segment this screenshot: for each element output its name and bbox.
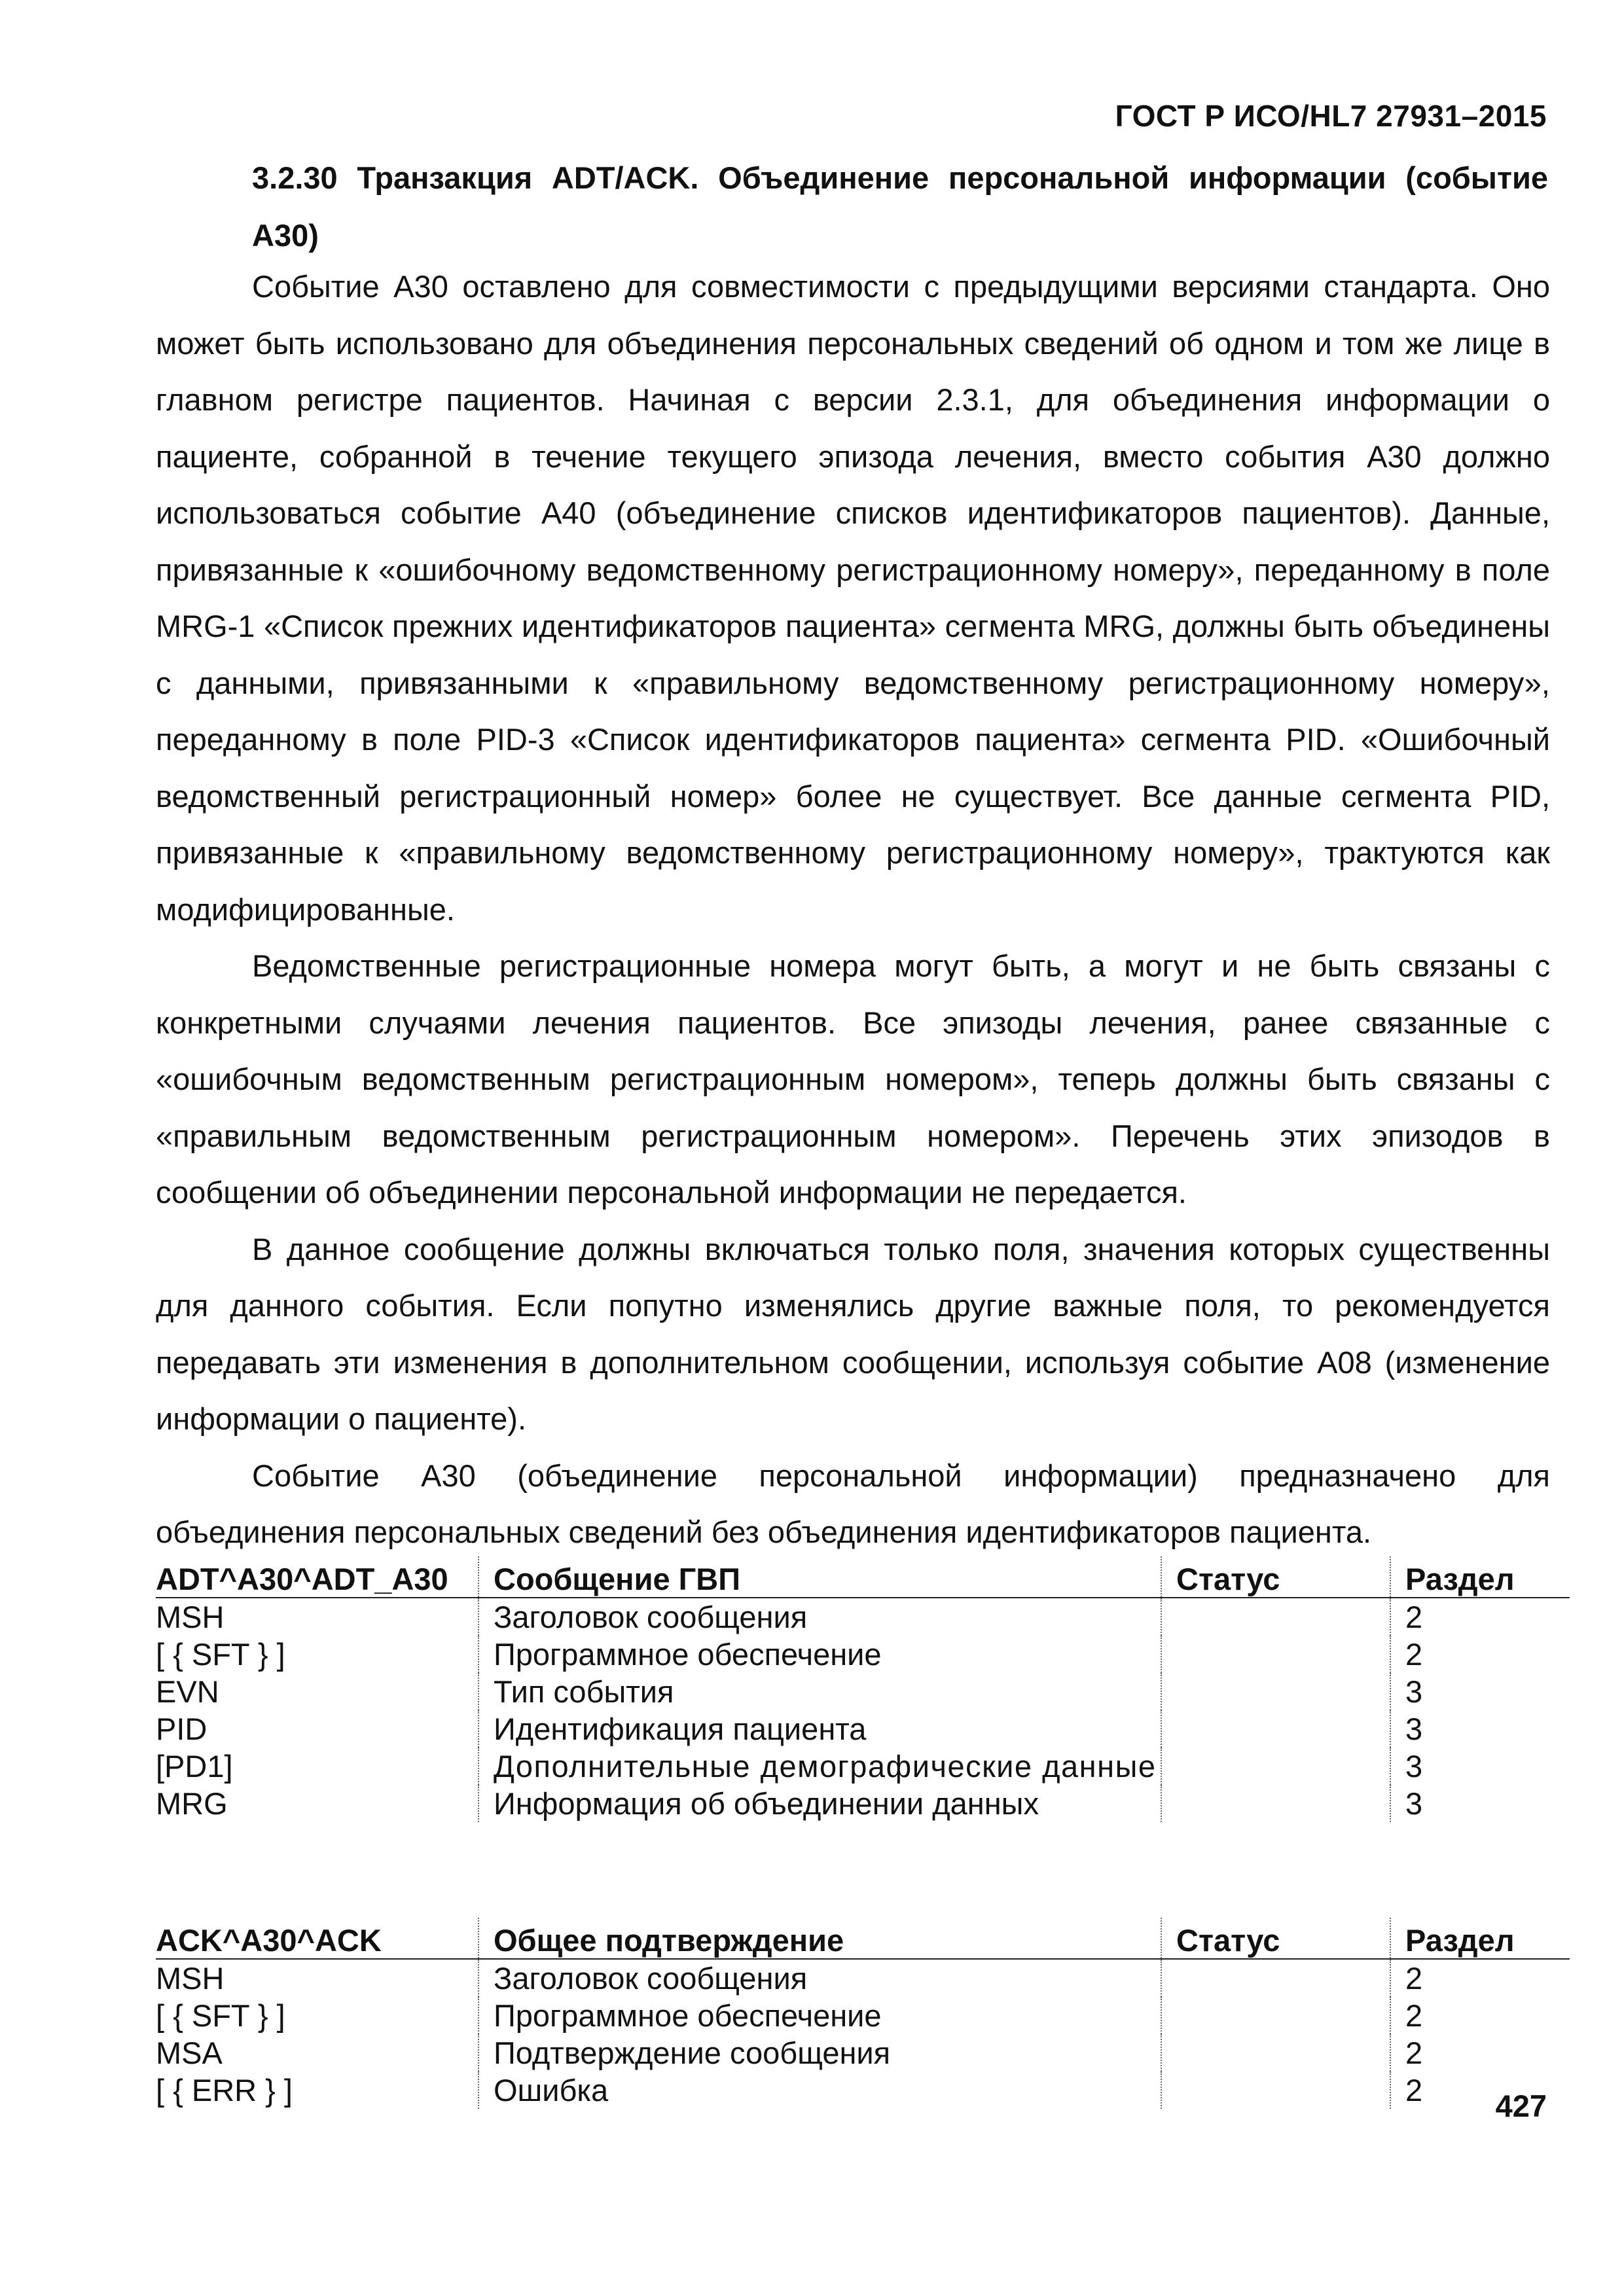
table-row — [156, 1636, 1570, 1673]
description-cell: Программное обеспечение — [478, 1997, 1161, 2034]
segment-cell: EVN — [156, 1674, 219, 1709]
column-header: Общее подтверждение — [478, 1918, 1161, 1959]
status-cell — [1161, 1959, 1390, 1997]
status-cell — [1161, 1997, 1390, 2034]
paragraph: Ведомственные регистрационные номера могут быть, а могут и не быть связаны с конкретными случаями лечения пациентов. Все эпизоды лечения, ранее связанные с «ошибочным ведомственным регистрационным номером», теперь должны быть связаны с «правильным ведомственным регистрационным номером». Перечень этих эпизодов в сообщении об объединении персональной информации не передается. — [156, 948, 1550, 1210]
segment-cell: MSH — [156, 1600, 225, 1634]
description-cell: Тип события — [478, 1673, 1161, 1710]
table-header-row — [156, 1918, 1570, 1959]
ack-a30-message-table — [156, 1918, 1570, 2109]
segment-cell: MSA — [156, 2036, 223, 2070]
section-cell: 2 — [1390, 1959, 1570, 1997]
segment-cell: MRG — [156, 1786, 228, 1821]
section-heading: 3.2.30 Транзакция ADT/ACK. Объединение персональной информации (событие А30) — [252, 160, 1548, 253]
paragraph: Событие А30 оставлено для совместимости с предыдущими версиями стандарта. Оно может быть использовано для объединения персональных сведений об одном и том же лице в главном регистре пациентов. Начиная с версии 2.3.1, для объединения информации о пациенте, собранной в течение текущего эпизода лечения, вместо события А30 должно использоваться событие А40 (объединение списков идентификаторов пациентов). Данные, привязанные к «ошибочному ведомственному регистрационному номеру», переданному в поле MRG-1 «Список прежних идентификаторов пациента» сегмента MRG, должны быть объединены с данными, привязанными к «правильному ведомственному регистрационному номеру», переданному в поле PID-3 «Список идентификаторов пациента» сегмента PID. «Ошибочный ведомственный регистрационный номер» более не существует. Все данные сегмента PID, привязанные к «правильному ведомственному регистрационному номеру», трактуются как модифицированные. — [156, 269, 1550, 927]
table-row — [156, 2072, 1570, 2109]
standard-header: ГОСТ Р ИСО/HL7 27931–2015 — [1115, 99, 1547, 133]
column-header: Статус — [1161, 1918, 1390, 1959]
paragraph: Событие А30 (объединение персональной информации) предназначено для объединения персональных сведений без объединения идентификаторов пациента. — [156, 1458, 1550, 1549]
table-row — [156, 2034, 1570, 2072]
section-cell: 2 — [1390, 2034, 1570, 2072]
table-header-row — [156, 1556, 1570, 1598]
section-cell: 2 — [1390, 1997, 1570, 2034]
status-cell — [1161, 1673, 1390, 1710]
table-row — [156, 1785, 1570, 1822]
description-cell: Дополнительные демографические данные — [478, 1748, 1161, 1785]
adt-a30-message-table — [156, 1556, 1570, 1822]
segment-cell: PID — [156, 1712, 208, 1746]
column-header: ACK^A30^ACK — [156, 1918, 478, 1959]
page-number: 427 — [1495, 2089, 1547, 2123]
description-cell: Заголовок сообщения — [478, 1959, 1161, 1997]
section-cell: 2 — [1390, 2072, 1570, 2109]
segment-cell: [ { SFT } ] — [156, 1998, 285, 2033]
status-cell — [1161, 1636, 1390, 1673]
status-cell — [1161, 1710, 1390, 1748]
column-header: ADT^A30^ADT_A30 — [156, 1556, 478, 1598]
column-header: Раздел — [1390, 1556, 1570, 1598]
status-cell — [1161, 2072, 1390, 2109]
body-text — [156, 259, 1550, 1561]
table-row — [156, 1710, 1570, 1748]
section-cell: 3 — [1390, 1785, 1570, 1822]
table-row — [156, 1748, 1570, 1785]
status-cell — [1161, 2034, 1390, 2072]
column-header: Сообщение ГВП — [478, 1556, 1161, 1598]
segment-cell: MSH — [156, 1961, 225, 1996]
column-header: Раздел — [1390, 1918, 1570, 1959]
description-cell: Идентификация пациента — [478, 1710, 1161, 1748]
section-cell: 3 — [1390, 1748, 1570, 1785]
description-cell: Программное обеспечение — [478, 1636, 1161, 1673]
segment-cell: [ { SFT } ] — [156, 1637, 285, 1672]
description-cell: Ошибка — [478, 2072, 1161, 2109]
section-cell: 2 — [1390, 1636, 1570, 1673]
description-cell: Информация об объединении данных — [478, 1785, 1161, 1822]
segment-cell: [PD1] — [156, 1749, 233, 1784]
status-cell — [1161, 1785, 1390, 1822]
description-cell: Подтверждение сообщения — [478, 2034, 1161, 2072]
column-header: Статус — [1161, 1556, 1390, 1598]
paragraph: В данное сообщение должны включаться только поля, значения которых существенны для данного события. Если попутно изменялись другие важные поля, то рекомендуется передавать эти изменения в дополнительном сообщении, используя событие А08 (изменение информации о пациенте). — [156, 1231, 1550, 1436]
table-row — [156, 1598, 1570, 1636]
segment-cell: [ { ERR } ] — [156, 2073, 293, 2108]
table-row — [156, 1959, 1570, 1997]
description-cell: Заголовок сообщения — [478, 1598, 1161, 1636]
status-cell — [1161, 1598, 1390, 1636]
section-cell: 3 — [1390, 1673, 1570, 1710]
table-row — [156, 1673, 1570, 1710]
status-cell — [1161, 1748, 1390, 1785]
table-row — [156, 1997, 1570, 2034]
section-cell: 2 — [1390, 1598, 1570, 1636]
section-cell: 3 — [1390, 1710, 1570, 1748]
